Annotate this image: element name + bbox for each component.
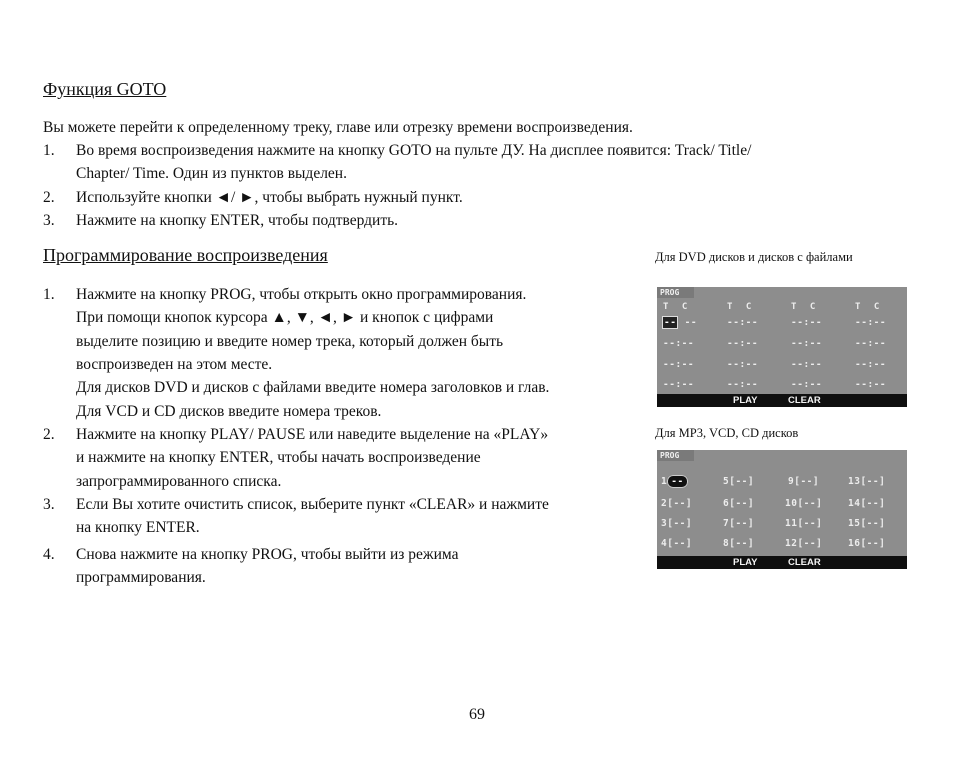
column-header: T C <box>791 302 820 312</box>
step-line: Снова нажмите на кнопку PROG, чтобы выйти из режима <box>76 546 459 563</box>
page-number: 69 <box>469 706 485 723</box>
program-slot[interactable]: --:-- <box>727 317 759 328</box>
program-slot[interactable]: --:-- <box>855 359 887 370</box>
prog-heading: Программирование воспроизведения <box>43 245 328 265</box>
program-slot[interactable]: --:-- <box>855 379 887 390</box>
step-line: и нажмите на кнопку ENTER, чтобы начать воспроизведение <box>76 449 481 467</box>
step-line: Во время воспроизведения нажмите на кнопку GOTO на пульте ДУ. На дисплее появится: Track/ Title/ <box>76 142 752 159</box>
step-number: 2. <box>43 189 55 206</box>
step-number: 3. <box>43 496 55 513</box>
dvd-figure-caption: Для DVD дисков и дисков с файлами <box>655 250 853 264</box>
program-slot-selected[interactable] <box>661 476 688 487</box>
program-slot[interactable]: --:-- <box>663 338 695 349</box>
program-slot[interactable]: 3[--] <box>661 518 693 529</box>
play-option[interactable]: PLAY <box>733 557 758 568</box>
step-number: 3. <box>43 212 55 229</box>
program-slot[interactable]: 4[--] <box>661 538 693 549</box>
program-slot-selected[interactable] <box>662 317 697 328</box>
program-slot[interactable]: --:-- <box>855 317 887 328</box>
step-line: выделите позицию и введите номер трека, который должен быть <box>76 332 504 350</box>
step-line: Используйте кнопки ◄/ ►, чтобы выбрать нужный пункт. <box>76 189 463 206</box>
prog-tab-label: PROG <box>657 287 694 298</box>
program-slot[interactable]: --:-- <box>663 359 695 370</box>
dvd-program-screen <box>657 287 907 407</box>
clear-option[interactable]: CLEAR <box>788 557 821 568</box>
selection-cursor: -- <box>664 317 677 328</box>
prog-tab-label: PROG <box>657 450 694 461</box>
slot-number: 1 <box>661 476 668 487</box>
step-number: 1. <box>43 286 55 303</box>
step-number: 1. <box>43 142 55 159</box>
step-line: Chapter/ Time. Один из пунктов выделен. <box>76 165 347 182</box>
program-slot[interactable]: --:-- <box>727 359 759 370</box>
program-slot[interactable]: 14[--] <box>848 498 886 509</box>
program-slot[interactable]: 8[--] <box>723 538 755 549</box>
program-slot[interactable]: --:-- <box>855 338 887 349</box>
screen-footer <box>657 394 907 407</box>
selection-cursor: -- <box>667 475 687 488</box>
column-header: T C <box>727 302 756 312</box>
step-line: Для VCD и CD дисков введите номера треков. <box>76 402 382 420</box>
program-slot[interactable]: --:-- <box>663 379 695 390</box>
program-slot[interactable]: --:-- <box>791 359 823 370</box>
step-line: запрограммированного списка. <box>76 472 282 490</box>
step-number: 4. <box>43 546 55 563</box>
step-line: Нажмите на кнопку PROG, чтобы открыть окно программирования. <box>76 286 527 303</box>
program-slot[interactable]: 11[--] <box>785 518 823 529</box>
column-header: T C <box>663 302 692 312</box>
program-slot[interactable]: --:-- <box>791 317 823 328</box>
step-line: При помощи кнопок курсора ▲, ▼, ◄, ► и кнопок с цифрами <box>76 309 494 327</box>
column-header: T C <box>855 302 884 312</box>
clear-option[interactable]: CLEAR <box>788 395 821 406</box>
mp3-figure-caption: Для MP3, VCD, CD дисков <box>655 426 799 440</box>
step-line: Если Вы хотите очистить список, выберите пункт «CLEAR» и нажмите <box>76 496 549 513</box>
program-slot[interactable]: --:-- <box>791 379 823 390</box>
program-slot[interactable]: 15[--] <box>848 518 886 529</box>
mp3-program-screen <box>657 450 907 569</box>
play-option[interactable]: PLAY <box>733 395 758 406</box>
step-number: 2. <box>43 426 55 443</box>
step-line: Нажмите на кнопку PLAY/ PAUSE или наведите выделение на «PLAY» <box>76 426 549 443</box>
step-line: программирования. <box>76 569 206 587</box>
goto-heading: Функция GOTO <box>43 79 167 99</box>
program-slot[interactable]: 5[--] <box>723 476 755 487</box>
step-line: Для дисков DVD и дисков с файлами введите номера заголовков и глав. <box>76 379 550 397</box>
step-line: воспроизведен на этом месте. <box>76 355 273 373</box>
screen-footer <box>657 556 907 569</box>
slot-rest: -- <box>678 317 698 328</box>
program-slot[interactable]: 9[--] <box>788 476 820 487</box>
program-slot[interactable]: 2[--] <box>661 498 693 509</box>
program-slot[interactable]: 10[--] <box>785 498 823 509</box>
step-line: Нажмите на кнопку ENTER, чтобы подтвердить. <box>76 212 399 229</box>
program-slot[interactable]: 12[--] <box>785 538 823 549</box>
program-slot[interactable]: --:-- <box>727 338 759 349</box>
program-slot[interactable]: 16[--] <box>848 538 886 549</box>
program-slot[interactable]: --:-- <box>791 338 823 349</box>
program-slot[interactable]: 7[--] <box>723 518 755 529</box>
program-slot[interactable]: 13[--] <box>848 476 886 487</box>
program-slot[interactable]: 6[--] <box>723 498 755 509</box>
program-slot[interactable]: --:-- <box>727 379 759 390</box>
step-line: на кнопку ENTER. <box>76 519 200 537</box>
goto-intro: Вы можете перейти к определенному треку, главе или отрезку времени воспроизведения. <box>43 119 633 136</box>
